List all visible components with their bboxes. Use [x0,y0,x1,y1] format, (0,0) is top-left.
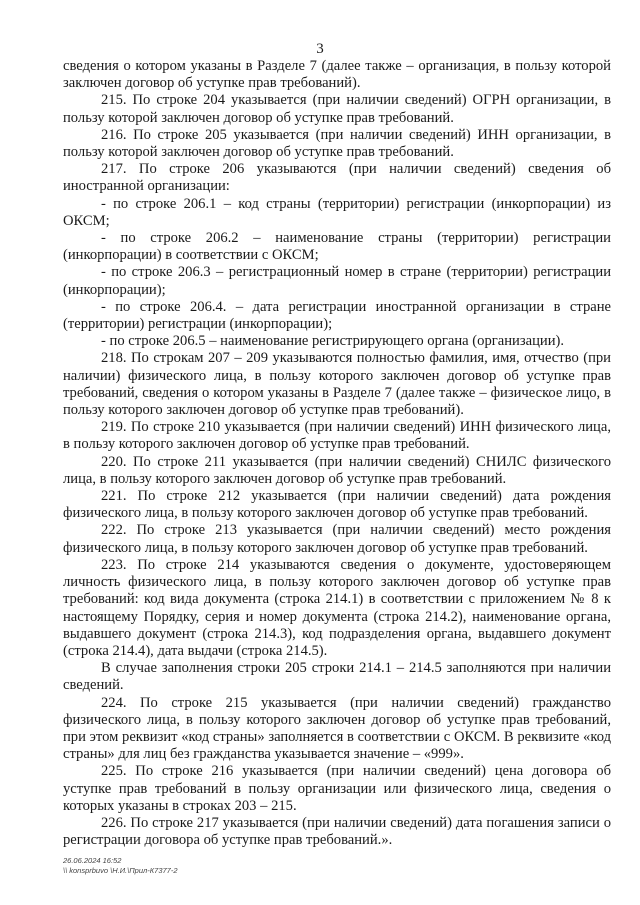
list-item-206-1: - по строке 206.1 – код страны (территории) регистрации (инкорпорации) из ОКСМ; [63,195,611,229]
paragraph-222: 222. По строке 213 указывается (при наличии сведений) место рождения физического лица, в пользу которого заключен договор об уступке прав требований. [63,522,611,556]
paragraph-216: 216. По строке 205 указывается (при наличии сведений) ИНН организации, в пользу которой заключен договор об уступке прав требований. [63,126,611,161]
paragraph-219: 219. По строке 210 указывается (при наличии сведений) ИНН физического лица, в пользу которого заключен договор об уступке прав требований. [63,419,611,453]
list-item-206-3: - по строке 206.3 – регистрационный номер в стране (территории) регистрации (инкорпорации); [63,264,611,298]
document-footer [63,856,178,876]
footer-file-path: \\ konsprbuvo \Н.И.\Прил-К7377-2 [63,866,178,875]
paragraph-218: 218. По строкам 207 – 209 указываются полностью фамилия, имя, отчество (при наличии) физического лица, в пользу которого заключен договор об уступке прав требований, сведения о котором указаны в Разделе 7 (далее также – физическое лицо, в пользу которого заключен договор об уступке прав требований). [63,350,611,419]
footer-timestamp: 26.06.2024 16:52 [63,856,122,865]
paragraph-217: 217. По строке 206 указываются (при наличии сведений) сведения об иностранной организации: [63,161,611,195]
paragraph-224: 224. По строке 215 указывается (при наличии сведений) гражданство физического лица, в пользу которого заключен договор об уступке прав требований, при этом реквизит «код страны» заполняется в соответствии с ОКСМ. В реквизите «код страны» для лиц без гражданства указывается значение – «999». [63,694,611,763]
paragraph-221: 221. По строке 212 указывается (при наличии сведений) дата рождения физического лица, в пользу которого заключен договор об уступке прав требований. [63,488,611,522]
paragraph-continuation: сведения о котором указаны в Разделе 7 (далее также – организация, в пользу которой заключен договор об уступке прав требований). [63,58,611,92]
paragraph-215: 215. По строке 204 указывается (при наличии сведений) ОГРН организации, в пользу которой заключен договор об уступке прав требований. [63,92,611,126]
paragraph-226: 226. По строке 217 указывается (при наличии сведений) дата погашения записи о регистрации договора об уступке прав требований.». [63,814,611,849]
paragraph-220: 220. По строке 211 указывается (при наличии сведений) СНИЛС физического лица, в пользу которого заключен договор об уступке прав требований. [63,453,611,487]
paragraph-223-note: В случае заполнения строки 205 строки 214.1 – 214.5 заполняются при наличии сведений. [63,660,611,694]
page-number: 3 [316,41,324,57]
paragraph-223: 223. По строке 214 указываются сведения о документе, удостоверяющем личность физического лица, в пользу которого заключен договор об уступке прав требований: код вида документа (строка 214.1) в соответствии с приложением № 8 к настоящему Порядку, серия и номер документа (строка 214.2), наименование органа, выдавшего документ (строка 214.3), код подразделения органа, выдавшего документ (строка 214.4), дата выдачи (строка 214.5). [63,556,611,659]
paragraph-225: 225. По строке 216 указывается (при наличии сведений) цена договора об уступке прав требований в пользу организации или физического лица, сведения о которых указаны в строках 203 – 215. [63,763,611,814]
list-item-206-5: - по строке 206.5 – наименование регистрирующего органа (организации). [101,333,565,350]
document-body [63,58,611,849]
list-item-206-4: - по строке 206.4. – дата регистрации иностранной организации в стране (территории) регистрации (инкорпорации); [63,298,611,333]
list-item-206-2: - по строке 206.2 – наименование страны (территории) регистрации (инкорпорации) в соответствии с ОКСМ; [63,230,611,264]
